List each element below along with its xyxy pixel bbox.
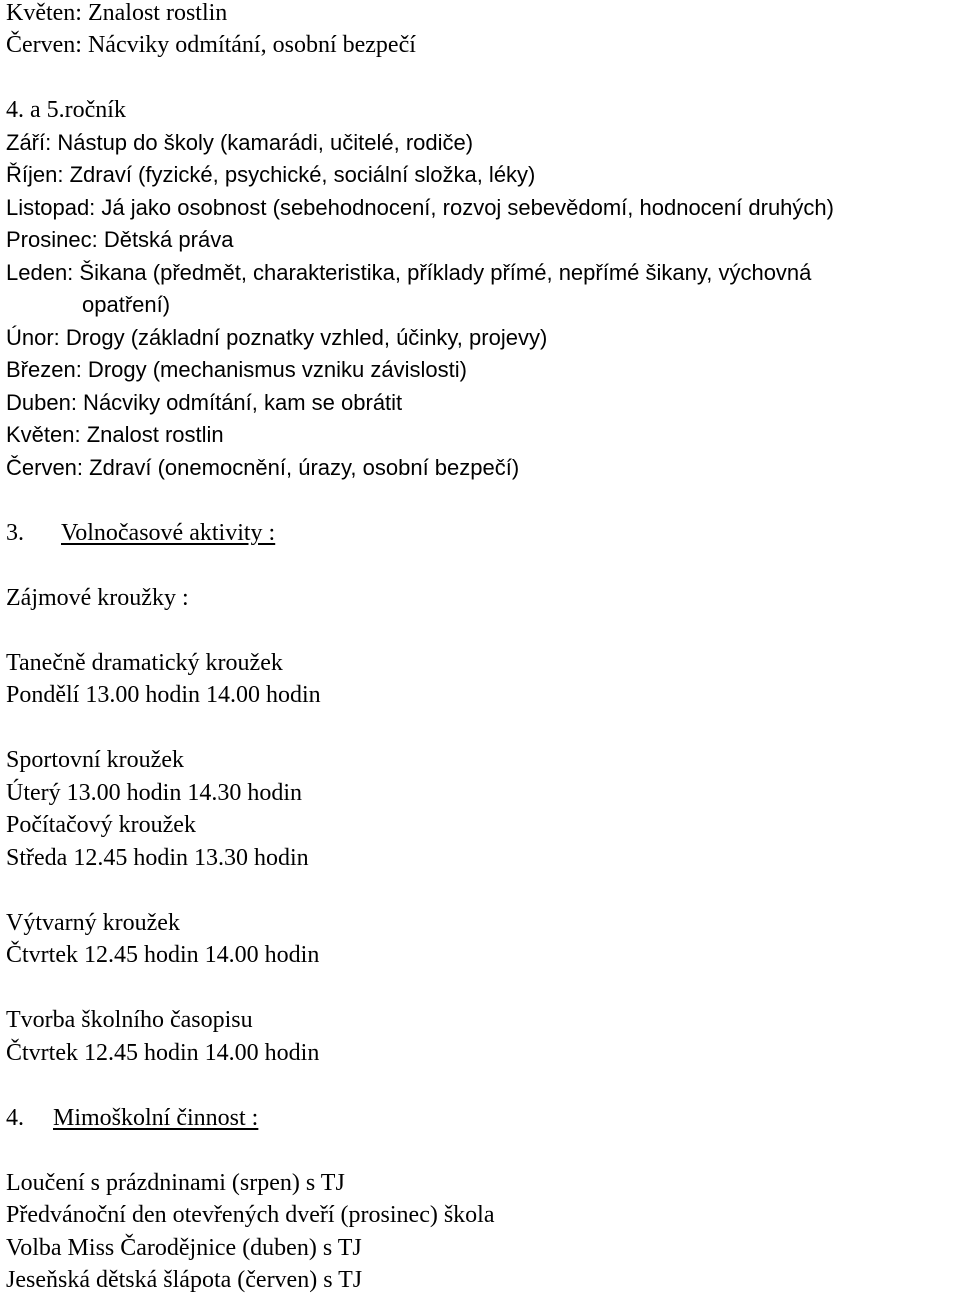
plan-item-january: Leden: Šikana (předmět, charakteristika, příklady přímé, nepřímé šikany, výchovná [6,260,812,285]
plan-item-june: Červen: Zdraví (onemocnění, úrazy, osobní bezpečí) [6,455,520,480]
club-time: Úterý 13.00 hodin 14.30 hodin [6,780,302,806]
plan-item-january-continued: opatření) [82,292,171,317]
club-name: Sportovní kroužek [6,747,184,773]
club-name: Tvorba školního časopisu [6,1007,253,1033]
club-time: Čtvrtek 12.45 hodin 14.00 hodin [6,1040,320,1066]
section-4-title: Mimoškolní činnost : [53,1105,259,1131]
section-4-heading [6,1103,258,1133]
clubs-subtitle: Zájmové kroužky : [6,585,189,611]
activity-item: Volba Miss Čarodějnice (duben) s TJ [6,1235,362,1261]
activity-item: Loučení s prázdninami (srpen) s TJ [6,1170,345,1196]
section-3-heading [6,518,275,548]
plan-item-november: Listopad: Já jako osobnost (sebehodnocení, rozvoj sebevědomí, hodnocení druhých) [6,195,834,220]
activity-item: Jeseňská dětská šlápota (červen) s TJ [6,1267,363,1293]
plan-item-april: Duben: Nácviky odmítání, kam se obrátit [6,390,403,415]
plan-item-march: Březen: Drogy (mechanismus vzniku závislosti) [6,357,467,382]
grade-heading: 4. a 5.ročník [6,97,126,123]
club-time: Středa 12.45 hodin 13.30 hodin [6,845,309,871]
plan-item-february: Únor: Drogy (základní poznatky vzhled, účinky, projevy) [6,325,548,350]
club-time: Čtvrtek 12.45 hodin 14.00 hodin [6,942,320,968]
top-june-line: Červen: Nácviky odmítání, osobní bezpečí [6,32,416,58]
club-name: Počítačový kroužek [6,812,196,838]
section-4-number: 4. [6,1105,24,1131]
club-name: Tanečně dramatický kroužek [6,650,283,676]
club-name: Výtvarný kroužek [6,910,180,936]
plan-item-may: Květen: Znalost rostlin [6,422,224,447]
plan-item-december: Prosinec: Dětská práva [6,227,234,252]
plan-item-october: Říjen: Zdraví (fyzické, psychické, sociální složka, léky) [6,162,536,187]
club-time: Pondělí 13.00 hodin 14.00 hodin [6,682,321,708]
plan-item-september: Září: Nástup do školy (kamarádi, učitelé, rodiče) [6,130,474,155]
section-3-number: 3. [6,520,24,546]
top-may-line: Květen: Znalost rostlin [6,0,228,26]
section-3-title: Volnočasové aktivity : [61,520,276,546]
activity-item: Předvánoční den otevřených dveří (prosinec) škola [6,1202,495,1228]
